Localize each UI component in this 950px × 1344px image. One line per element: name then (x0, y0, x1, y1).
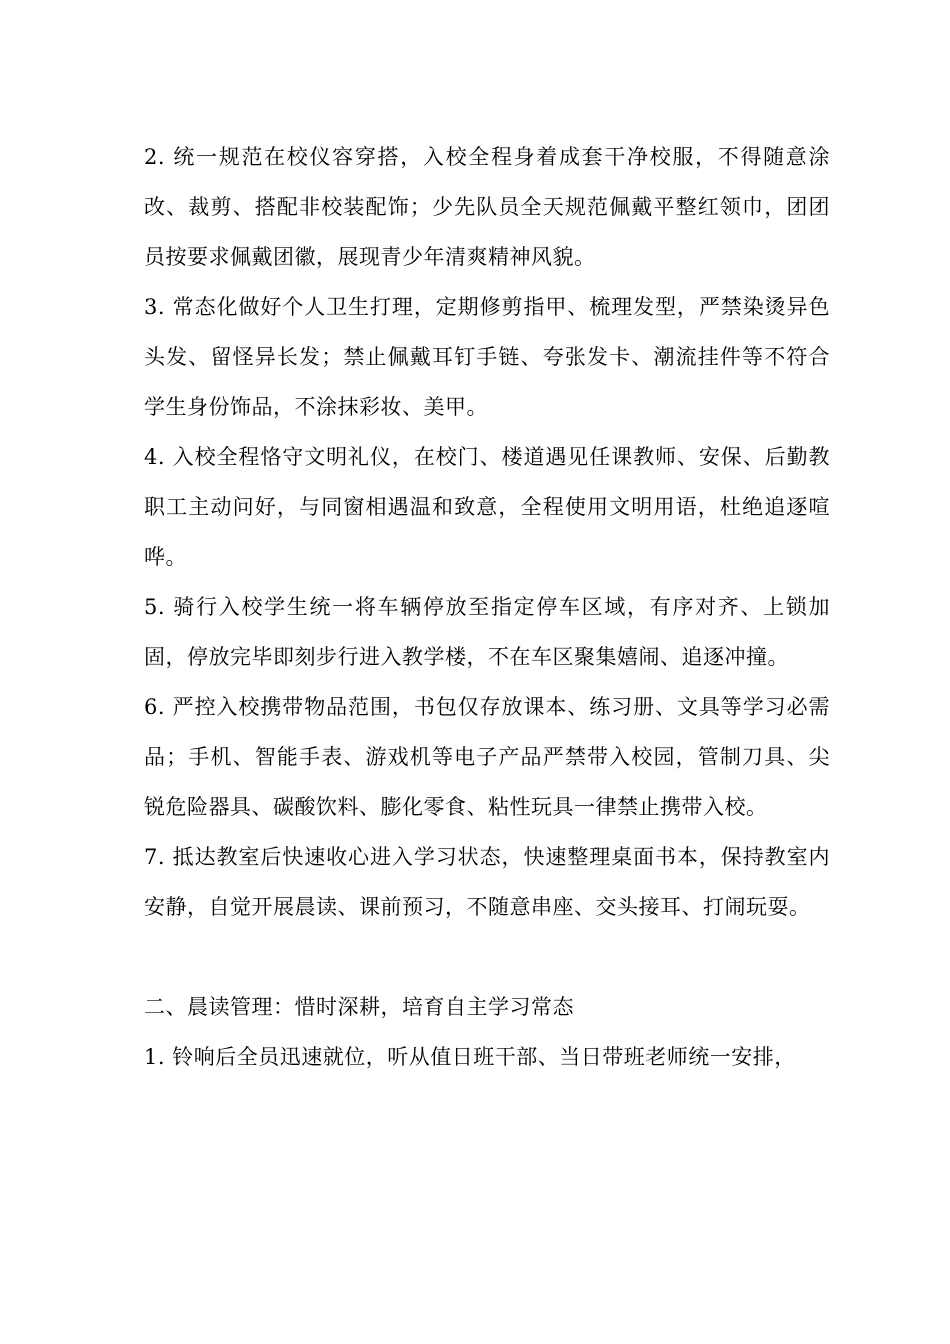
rule-item-4: 4. 入校全程恪守文明礼仪，在校门、楼道遇见任课教师、安保、后勤教职工主动问好，与同窗相遇温和致意，全程使用文明用语，杜绝追逐喧哗。 (144, 445, 830, 569)
rule-item-6: 6. 严控入校携带物品范围，书包仅存放课本、练习册、文具等学习必需品；手机、智能手表、游戏机等电子产品严禁带入校园，管制刀具、尖锐危险器具、碳酸饮料、膨化零食、粘性玩具一律禁止携带入校。 (144, 695, 830, 819)
section-item-1: 1. 铃响后全员迅速就位，听从值日班干部、当日带班老师统一安排， (144, 1045, 796, 1069)
rule-item-3: 3. 常态化做好个人卫生打理，定期修剪指甲、梳理发型，严禁染烫异色头发、留怪异长发；禁止佩戴耳钉手链、夸张发卡、潮流挂件等不符合学生身份饰品，不涂抹彩妆、美甲。 (144, 295, 830, 419)
rule-item-2: 2. 统一规范在校仪容穿搭，入校全程身着成套干净校服，不得随意涂改、裁剪、搭配非校装配饰；少先队员全天规范佩戴平整红领巾，团团员按要求佩戴团徽，展现青少年清爽精神风貌。 (144, 145, 830, 269)
section-heading: 二、晨读管理：惜时深耕，培育自主学习常态 (144, 995, 574, 1019)
rule-item-5: 5. 骑行入校学生统一将车辆停放至指定停车区域，有序对齐、上锁加固，停放完毕即刻步行进入教学楼，不在车区聚集嬉闹、追逐冲撞。 (144, 595, 830, 669)
rule-item-7: 7. 抵达教室后快速收心进入学习状态，快速整理桌面书本，保持教室内安静，自觉开展晨读、课前预习，不随意串座、交头接耳、打闹玩耍。 (144, 845, 830, 919)
document-body (144, 132, 830, 1082)
